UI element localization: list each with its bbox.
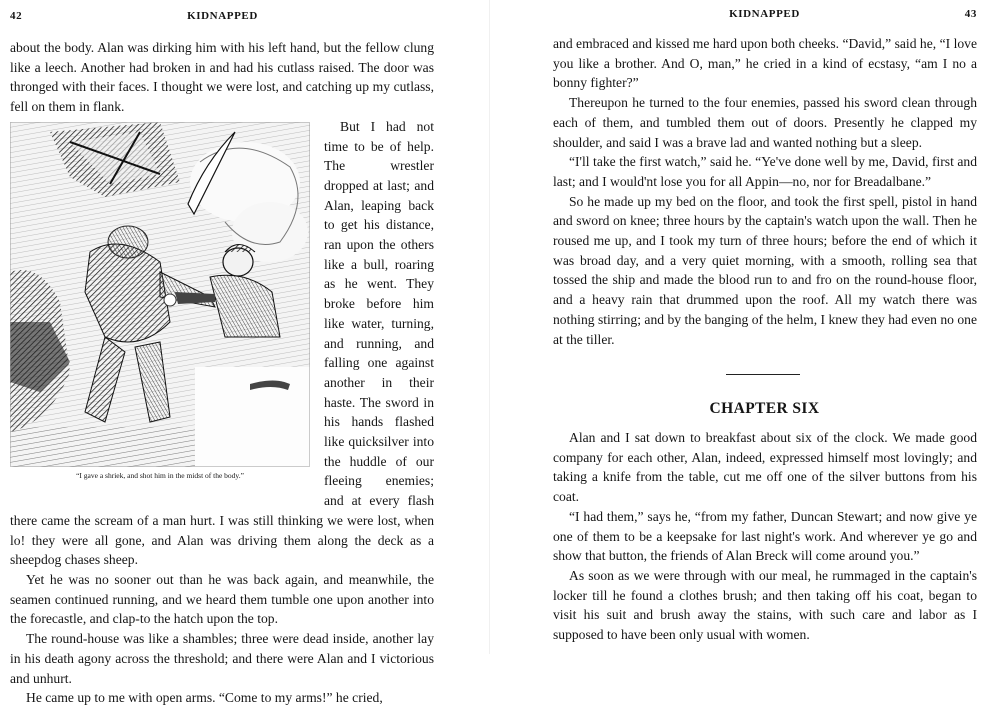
- right-page-number: 43: [964, 8, 977, 20]
- right-page-text-chapter: [553, 428, 977, 645]
- right-book-title: KIDNAPPED: [729, 8, 800, 20]
- chapter-divider-rule: [726, 374, 800, 375]
- chapter-paragraph-3: As soon as we were through with our meal, he rummaged in the captain's locker till he found a clothes brush; and then taking off his coat, began to visit his suit and brush away the stains, with such care and labor as I supposed to have been only usual with women.: [553, 567, 977, 643]
- left-running-head: [10, 10, 435, 26]
- chapter-paragraph-2: “I had them,” says he, “from my father, Duncan Stewart; and now give ye one of them to be a keepsake for last night's work. And wherever ye go and show that button, the friends of Alan Breck will come around you.”: [553, 508, 977, 564]
- left-paragraph-2: But I had not time to be of help. The wrestler dropped at last; and Alan, leaping back to get his distance, ran upon the others like a bull, roaring as he went. They broke before him like water, turning, and running, and falling one against another in their haste. The sword in his hands flashed like quicksilver into the huddle of our fleeing enemies; and at every flash there came the scream of a man hurt. I was still thinking we were lost, when lo! they were all gone, and Alan was driving them along the deck as a sheepdog chases sheep.: [10, 118, 434, 568]
- right-page-text-top: [553, 34, 977, 349]
- right-paragraph-1: and embraced and kissed me hard upon both cheeks. “David,” said he, “I love you like a brother. And O, man,” he cried in a kind of ecstasy, “am I no a bonny fighter?”: [553, 36, 977, 91]
- left-paragraph-1: about the body. Alan was dirking him with his left hand, but the fellow clung like a leech. Another had broken in and had his cutlass raised. The door was thronged with their faces. I thought we were lost, and catching up my cutlass, fell on them in flank.: [10, 40, 434, 115]
- illustration: [10, 122, 310, 489]
- left-page: [0, 0, 491, 706]
- illustration-caption: “I gave a shriek, and shot him in the midst of the body.”: [76, 470, 244, 480]
- right-paragraph-3: “I'll take the first watch,” said he. “Ye've done well by me, David, first and last; and I would'nt lose you for all Appin—no, nor for Breadalbane.”: [553, 154, 977, 189]
- left-book-title: KIDNAPPED: [187, 10, 258, 22]
- left-paragraph-4: The round-house was like a shambles; three were dead inside, another lay in his death agony across the threshold; and there were Alan and I victorious and unhurt.: [10, 631, 434, 686]
- chapter-paragraph-1: Alan and I sat down to breakfast about six of the clock. We made good company for each other, Alan, indeed, expressed himself most lovingly; and taking a knife from the table, cut me off one of the silver buttons from his coat.: [553, 430, 977, 505]
- left-paragraph-5: He came up to me with open arms. “Come to my arms!” he cried,: [26, 690, 383, 706]
- right-paragraph-2: Thereupon he turned to the four enemies, passed his sword clean through each of them, and tumbled them out of doors. Presently he clapped my shoulder, and said I was a brave lad and wanted nothing but a sleep.: [553, 95, 977, 150]
- left-page-number: 42: [10, 10, 23, 22]
- left-page-text: [10, 38, 434, 708]
- right-paragraph-4: So he made up my bed on the floor, and took the first spell, pistol in hand and sword on knee; three hours by the captain's watch upon the wall. Then he roused me up, and I took my turn of three hours; before the end of which it was broad day, and a very quiet morning, with a smooth, rolling sea that tossed the ship and made the blood run to and fro on the round-house floor, and a heavy rain that drummed upon the roof. All my watch there was nothing stirring; and by the banging of the helm, I knew they had even no one at the tiller.: [553, 193, 977, 347]
- right-running-head: [552, 8, 977, 24]
- chapter-heading: CHAPTER SIX: [709, 400, 820, 417]
- illustration-image: [10, 122, 310, 467]
- left-paragraph-3: Yet he was no sooner out than he was back again, and meanwhile, the seamen continued running, and we heard them tumble one upon another into the forecastle, and clap-to the hatch upon the top.: [10, 571, 434, 627]
